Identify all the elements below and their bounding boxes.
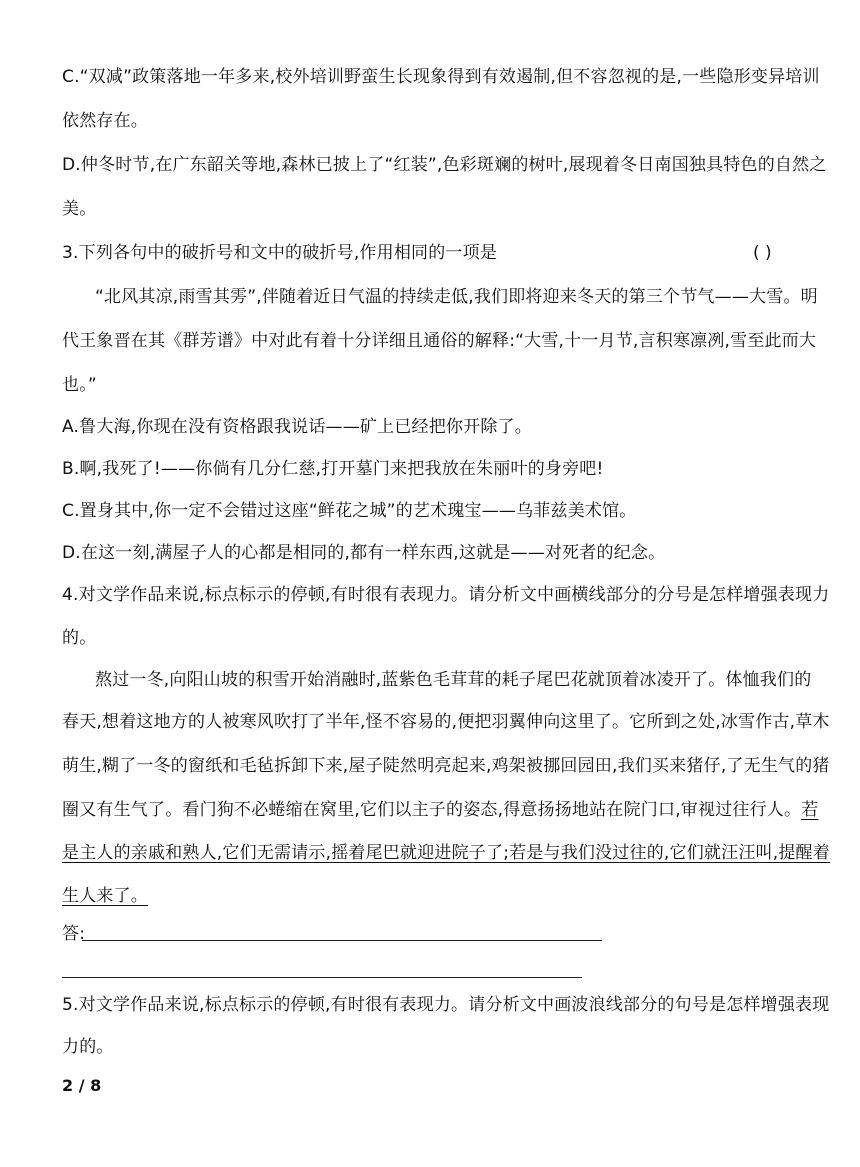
option-c-line-2: 依然存在。 [62, 111, 148, 131]
answer-label: 答: [62, 924, 86, 944]
option-d-line-2: 美。 [62, 199, 97, 219]
answer-bracket: ( ) [753, 243, 772, 263]
passage-1-line-1: “北风其凉,雨雪其雱”,伴随着近日气温的持续走低,我们即将迎来冬天的第三个节气——大雪。明 [95, 287, 818, 307]
passage-2-line-4 [62, 799, 818, 821]
passage-2-line-4-text: 圈又有生气了。看门狗不必蜷缩在窝里,它们以主子的姿态,得意扬扬地站在院门口,审视过往行人。 [62, 800, 802, 820]
q3-option-a: A.鲁大海,你现在没有资格跟我说话——矿上已经把你开除了。 [62, 417, 532, 437]
question-4-line-1: 4.对文学作品来说,标点标示的停顿,有时很有表现力。请分析文中画横线部分的分号是怎样增强表现力 [62, 585, 830, 605]
passage-1-line-3: 也。” [62, 375, 97, 395]
passage-2-line-1: 熬过一冬,向阳山坡的积雪开始消融时,蓝紫色毛茸茸的耗子尾巴花就顶着冰凌开了。体恤我们的 [95, 670, 812, 690]
question-5-line-2: 力的。 [62, 1037, 114, 1057]
option-d-line-1: D.仲冬时节,在广东韶关等地,森林已披上了“红装”,色彩斑斓的树叶,展现着冬日南国独具特色的自然之 [62, 155, 827, 175]
answer-line-2[interactable] [62, 977, 582, 978]
q3-option-d: D.在这一刻,满屋子人的心都是相同的,都有一样东西,这就是——对死者的纪念。 [62, 543, 666, 563]
answer-line-1[interactable] [82, 940, 602, 941]
q3-option-b: B.啊,我死了!——你倘有几分仁慈,打开墓门来把我放在朱丽叶的身旁吧! [62, 459, 604, 479]
page-number: 2 / 8 [62, 1076, 102, 1095]
underlined-passage-end: 生人来了。 [62, 886, 148, 906]
question-3-stem: 3.下列各句中的破折号和文中的破折号,作用相同的一项是 [62, 243, 498, 263]
passage-1-line-2: 代王象晋在其《群芳谱》中对此有着十分详细且通俗的解释:“大雪,十一月节,言积寒凛冽,雪至此而大 [62, 331, 817, 351]
passage-2-line-2: 春天,想着这地方的人被寒风吹打了半年,怪不容易的,便把羽翼伸向这里了。它所到之处,冰雪作古,草木 [62, 712, 830, 732]
underlined-segment-start: 若 [801, 800, 819, 820]
option-c-line-1: C.“双减”政策落地一年多来,校外培训野蛮生长现象得到有效遏制,但不容忽视的是,一些隐形变异培训 [62, 67, 820, 87]
q3-option-c: C.置身其中,你一定不会错过这座“鲜花之城”的艺术瑰宝——乌菲兹美术馆。 [62, 501, 637, 521]
underlined-passage-line: 是主人的亲戚和熟人,它们无需请示,摇着尾巴就迎进院子了;若是与我们没过往的,它们就汪汪叫,提醒着 [62, 843, 830, 863]
question-4-line-2: 的。 [62, 628, 97, 648]
question-5-line-1: 5.对文学作品来说,标点标示的停顿,有时很有表现力。请分析文中画波浪线部分的句号是怎样增强表现 [62, 995, 830, 1015]
passage-2-line-3: 萌生,糊了一冬的窗纸和毛毡拆卸下来,屋子陡然明亮起来,鸡架被挪回园田,我们买来猪仔,了无生气的猪 [62, 756, 830, 776]
